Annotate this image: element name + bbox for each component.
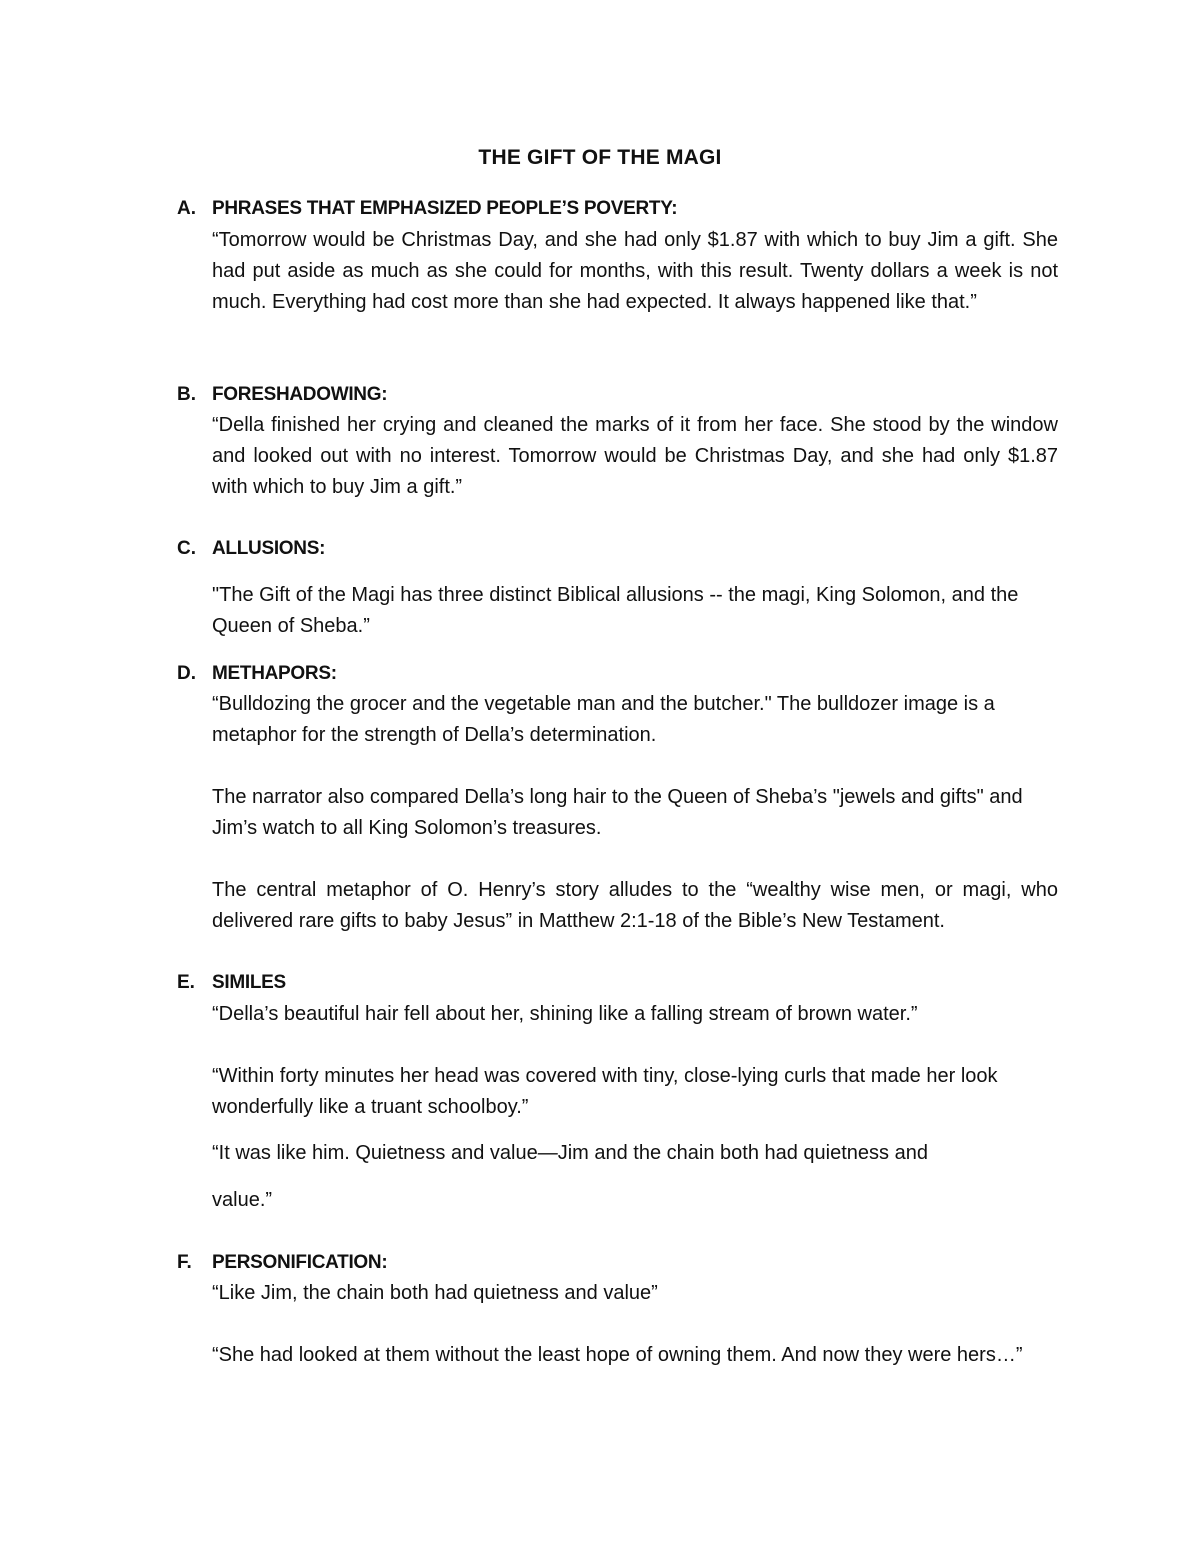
section-letter: F. — [177, 1252, 192, 1273]
section-letter: D. — [177, 663, 196, 684]
section-letter: E. — [177, 972, 195, 993]
section-heading: FORESHADOWING: — [212, 384, 388, 405]
section-heading: METHAPORS: — [212, 663, 337, 684]
section-paragraph: The central metaphor of O. Henry’s story alludes to the “wealthy wise men, or magi, who delivered rare gifts to baby Jesus” in Matthew 2:1-18 of the Bible’s New Testament. — [212, 879, 1058, 932]
section-paragraph: “It was like him. Quietness and value—Jim and the chain both had quietness and — [212, 1142, 928, 1164]
section-heading: PERSONIFICATION: — [212, 1252, 388, 1273]
section-letter: B. — [177, 384, 196, 405]
section-paragraph: "The Gift of the Magi has three distinct Biblical allusions -- the magi, King Solomon, and the Queen of Sheba.” — [212, 584, 1019, 637]
section-letter: A. — [177, 198, 196, 219]
section-paragraph: “Within forty minutes her head was covered with tiny, close-lying curls that made her look wonderfully like a truant schoolboy.” — [212, 1065, 998, 1118]
section-paragraph: “Bulldozing the grocer and the vegetable man and the butcher." The bulldozer image is a metaphor for the strength of Della’s determination. — [212, 693, 995, 746]
section-paragraph: The narrator also compared Della’s long hair to the Queen of Sheba’s "jewels and gifts" and Jim’s watch to all King Solomon’s treasures. — [212, 786, 1023, 839]
section-paragraph: value.” — [212, 1189, 273, 1211]
section-paragraph: “Like Jim, the chain both had quietness and value” — [212, 1282, 658, 1304]
section-heading: ALLUSIONS: — [212, 538, 326, 559]
section-heading: PHRASES THAT EMPHASIZED PEOPLE’S POVERTY: — [212, 198, 678, 219]
section-paragraph: “Tomorrow would be Christmas Day, and she had only $1.87 with which to buy Jim a gift. She had put aside as much as she could for months, with this result. Twenty dollars a week is not much. Everything had cost more than she had expected. It always happened like that.” — [212, 229, 1058, 313]
section-paragraph: “Della finished her crying and cleaned the marks of it from her face. She stood by the window and looked out with no interest. Tomorrow would be Christmas Day, and she had only $1.87 with which to buy Jim a gift.” — [212, 414, 1058, 498]
section-heading: SIMILES — [212, 972, 286, 993]
section-paragraph: “Della’s beautiful hair fell about her, shining like a falling stream of brown water.” — [212, 1003, 918, 1025]
section-letter: C. — [177, 538, 196, 559]
section-paragraph: “She had looked at them without the least hope of owning them. And now they were hers…” — [212, 1344, 1023, 1366]
document-title: THE GIFT OF THE MAGI — [478, 146, 722, 169]
